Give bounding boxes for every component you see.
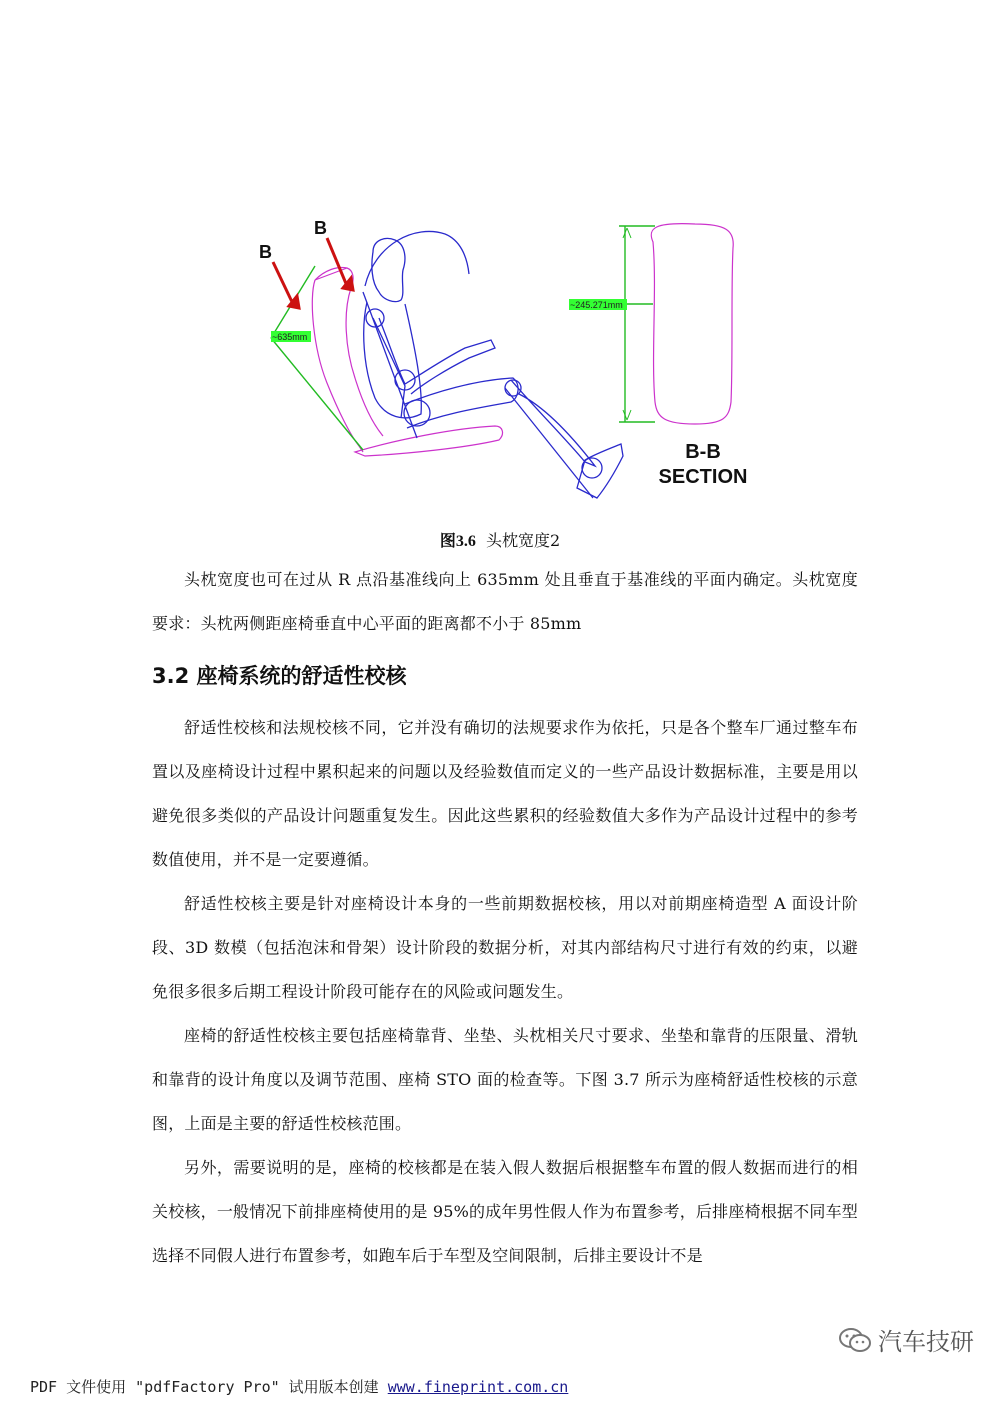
figure-number: 图3.6	[439, 533, 476, 550]
section-heading: 3.2 座椅系统的舒适性校核	[152, 664, 407, 688]
figure-caption-text: 头枕宽度2	[486, 531, 561, 550]
dummy-mannequin	[363, 231, 623, 498]
section-label-b-top: B	[314, 218, 327, 238]
section-title-line2: SECTION	[658, 466, 748, 488]
pdf-footer-text: PDF 文件使用 "pdfFactory Pro" 试用版本创建	[30, 1378, 379, 1396]
section-arrows	[273, 238, 353, 308]
seat-diagram	[255, 208, 775, 513]
seat-outline	[312, 224, 733, 456]
dimension-label-635mm: ~635mm	[272, 332, 308, 342]
paragraph-headrest-width: 头枕宽度也可在过从 R 点沿基准线向上 635mm 处且垂直于基准线的平面内确定。头枕宽度要求：头枕两侧距座椅垂直中心平面的距离都不小于 85mm	[152, 570, 858, 633]
paragraph-dummy-reference: 另外，需要说明的是，座椅的校核都是在装入假人数据后根据整车布置的假人数据而进行的相关校核，一般情况下前排座椅使用的是 95%的成年男性假人作为布置参考，后排座椅根据不同车型选择不同假人进行布置参考，如跑车后于车型及空间限制，后排主要设计不是	[152, 1158, 858, 1265]
fineprint-link[interactable]: www.fineprint.com.cn	[387, 1378, 569, 1396]
figure-caption	[0, 528, 1000, 551]
wechat-watermark	[838, 1322, 974, 1357]
watermark-text: 汽车技研	[878, 1328, 974, 1356]
section-label-b-left: B	[259, 242, 272, 262]
figure-headrest-width	[255, 208, 775, 513]
section-title-line1: B-B	[685, 441, 721, 463]
dimension-lines	[271, 226, 655, 450]
paragraph-comfort-intro: 舒适性校核和法规校核不同，它并没有确切的法规要求作为依托，只是各个整车厂通过整车布置以及座椅设计过程中累积起来的问题以及经验数值而定义的一些产品设计数据标准，主要是用以避免很多类似的产品设计问题重复发生。因此这些累积的经验数值大多作为产品设计过程中的参考数值使用，并不是一定要遵循。	[152, 718, 858, 869]
paragraph-comfort-items: 座椅的舒适性校核主要包括座椅靠背、坐垫、头枕相关尺寸要求、坐垫和靠背的压限量、滑轨和靠背的设计角度以及调节范围、座椅 STO 面的检查等。下图 3.7 所示为座椅舒适性校核的示意图，上面是主要的舒适性校核范围。	[152, 1026, 858, 1133]
wechat-icon	[838, 1326, 872, 1354]
paragraph-comfort-scope: 舒适性校核主要是针对座椅设计本身的一些前期数据校核，用以对前期座椅造型 A 面设计阶段、3D 数模（包括泡沫和骨架）设计阶段的数据分析，对其内部结构尺寸进行有效的约束，以避免很多很多后期工程设计阶段可能存在的风险或问题发生。	[152, 894, 858, 1001]
dimension-label-width: ~245.271mm	[570, 300, 623, 310]
pdf-footer	[30, 1376, 568, 1397]
